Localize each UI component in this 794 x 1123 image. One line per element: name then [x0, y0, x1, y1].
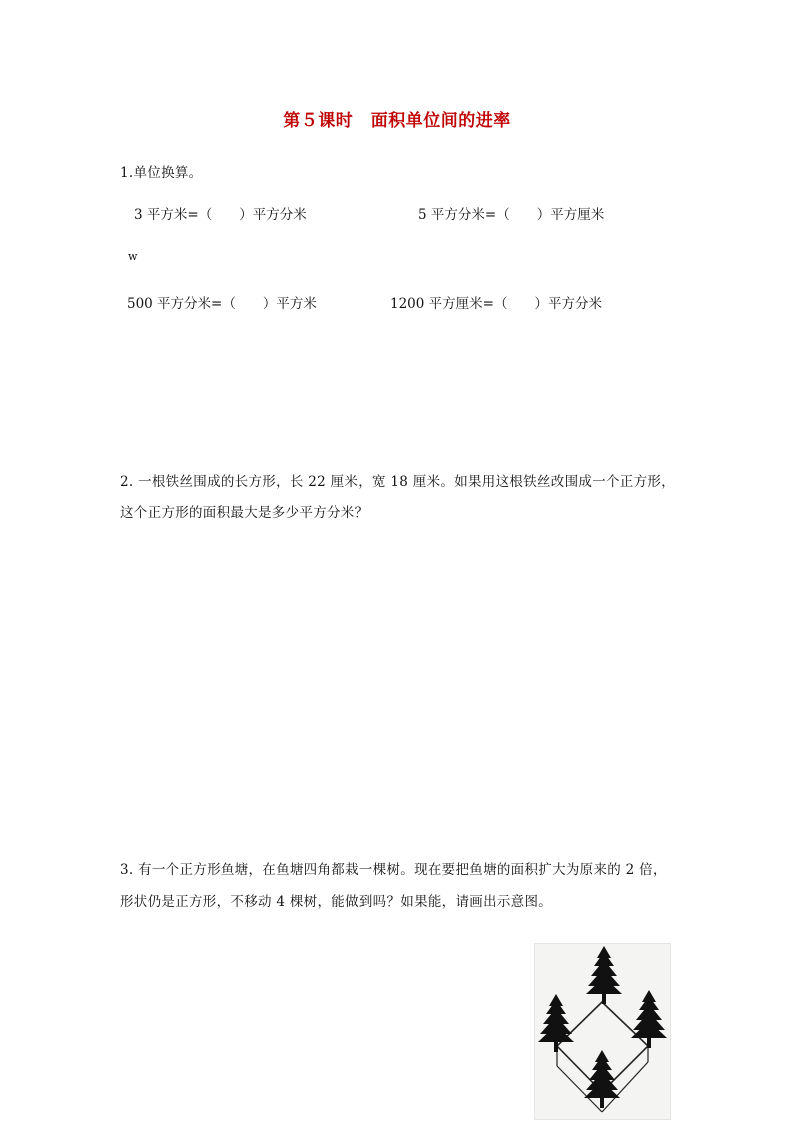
pond-with-four-trees-icon [535, 944, 670, 1119]
stray-mark: w [128, 250, 138, 263]
q1-item-2: 5 平方分米=（ ）平方厘米 [418, 207, 605, 223]
q1-item-3: 500 平方分米=（ ）平方米 [127, 296, 317, 312]
page-title: 第５课时 面积单位间的进率 [283, 111, 511, 131]
q1-item-4: 1200 平方厘米=（ ）平方分米 [390, 296, 602, 312]
q1-heading: 1.单位换算。 [120, 165, 203, 181]
q2-line-1: 2. 一根铁丝围成的长方形，长 22 厘米，宽 18 厘米。如果用这根铁丝改围成一个正方形， [120, 474, 675, 490]
q1-item-1: 3 平方米=（ ）平方分米 [134, 207, 307, 223]
q3-line-1: 3. 有一个正方形鱼塘，在鱼塘四角都栽一棵树。现在要把鱼塘的面积扩大为原来的 2 倍， [120, 862, 667, 878]
pond-trees-figure [534, 943, 671, 1120]
q3-line-2: 形状仍是正方形，不移动 4 棵树，能做到吗？如果能，请画出示意图。 [120, 894, 553, 910]
q2-line-2: 这个正方形的面积最大是多少平方分米？ [120, 505, 369, 521]
